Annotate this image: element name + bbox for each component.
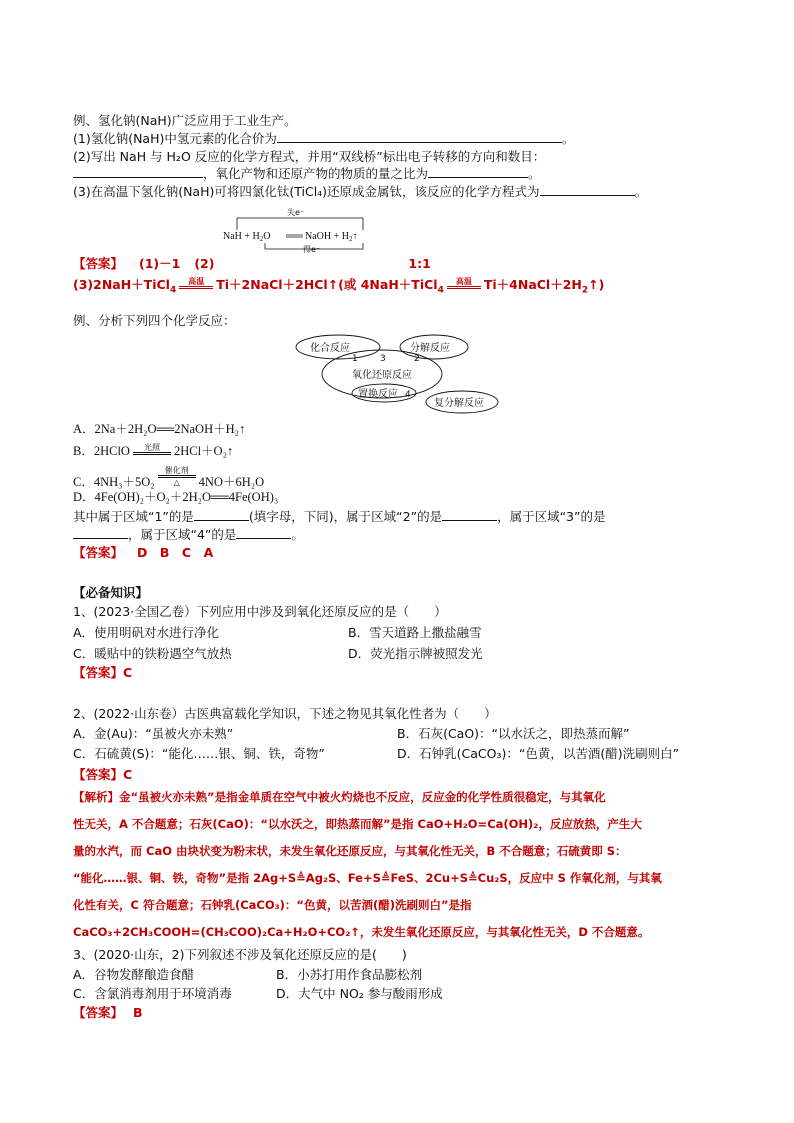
condition-text: 光照 xyxy=(143,443,160,452)
option-b-left: B．2HClO xyxy=(73,444,130,458)
ex1-question: 例、氢化钠(NaH)广泛应用于工业生产。 xyxy=(73,113,297,128)
blank[interactable] xyxy=(73,526,128,539)
venn-region-4: 4 xyxy=(405,390,411,400)
section-title: 【必备知识】 xyxy=(73,585,149,600)
explanation-tag: 【解析】 xyxy=(73,790,119,804)
blank[interactable] xyxy=(277,130,562,143)
answer-tag: 【答案】 xyxy=(73,1005,124,1020)
q3-option-d: D．大气中 NO₂ 参与酸雨形成 xyxy=(276,986,443,1001)
ex2-option-a: A．2Na＋2H₂O══2NaOH＋H₂↑ xyxy=(73,422,246,436)
venn-label-redox: 氧化还原反应 xyxy=(352,370,412,381)
answer-value: D B C A xyxy=(137,545,214,560)
blank[interactable] xyxy=(428,165,528,178)
lose-electron-label: 失e⁻ xyxy=(287,208,305,217)
ex1-answer-line1 xyxy=(73,255,431,272)
q1-option-c: C．暖贴中的铁粉遇空气放热 xyxy=(73,646,232,661)
ex1-answer-line2 xyxy=(73,276,604,300)
answer-tag: 【答案】 xyxy=(73,545,124,560)
q3-option-c: C．含氯消毒剂用于环境消毒 xyxy=(73,986,232,1001)
q1-option-b: B．雪天道路上撒盐融雪 xyxy=(348,625,482,640)
ex2-fill-line2 xyxy=(73,526,304,543)
q3-answer xyxy=(73,1004,143,1021)
venn-label-decomposition: 分解反应 xyxy=(410,343,450,354)
q1-answer xyxy=(73,664,132,681)
light-condition xyxy=(133,443,171,455)
explanation-line: 量的水汽，而 CaO 由块状变为粉末状，未发生氧化还原反应，与其氧化性无关，B 不合题意；石硫黄即 S： xyxy=(73,844,627,858)
high-temp-condition xyxy=(179,277,213,289)
condition-heat: △ xyxy=(173,478,180,487)
q2-stem: 2、(2022·山东卷）古医典富载化学知识，下述之物见其氧化性者为（ ） xyxy=(73,706,497,721)
q2-option-a: A．金(Au)：“虽被火亦未熟” xyxy=(73,726,234,741)
answer-tag: 【答案】 xyxy=(73,256,124,271)
venn-label-double-decomposition: 复分解反应 xyxy=(434,398,484,409)
q3-option-b: B．小苏打用作食品膨松剂 xyxy=(276,967,423,982)
q3-stem: 3、(2020·山东，2)下列叙述不涉及氧化还原反应的是( ) xyxy=(73,947,407,962)
subscript: 2 xyxy=(581,285,589,296)
q2-option-b: B．石灰(CaO)：“以水沃之，即热蒸而解” xyxy=(397,726,630,741)
fill-text: (填字母，下同)，属于区域“2”的是 xyxy=(248,509,443,524)
diagram-right: NaOH + $H_2↑$ xyxy=(305,231,358,243)
high-temp-condition xyxy=(447,277,481,289)
ex1-part2: (2)写出 NaH 与 H₂O 反应的化学方程式，并用“双线桥”标出电子转移的方向和数目： xyxy=(73,149,546,164)
ex1-part3-end: 。 xyxy=(634,184,648,199)
condition-text: 催化剂 xyxy=(164,466,189,475)
ex2-fill-line1 xyxy=(73,508,605,525)
ex1-part2b-text: ，氧化产物和还原产物的物质的量之比为 xyxy=(203,166,429,181)
double-bridge-diagram xyxy=(215,203,385,253)
subscript: 4 xyxy=(437,285,444,296)
ex1-part3 xyxy=(73,183,647,200)
q2-answer xyxy=(73,766,132,783)
ex1-part1-text: (1)氢化钠(NaH)中氢元素的化合价为 xyxy=(73,131,277,146)
blank[interactable] xyxy=(540,183,635,196)
ex1-answer-1: (1)－1 xyxy=(139,256,181,271)
q2-option-d: D．石钟乳(CaCO₃)：“色黄，以苦酒(醋)洗刷则白” xyxy=(397,746,680,761)
ex2-option-d: D．4Fe(OH)₂＋O₂＋2H₂O══4Fe(OH)₃ xyxy=(73,490,279,504)
gain-electron-label: 得e⁻ xyxy=(303,245,321,253)
ex1-part3-text: (3)在高温下氢化钠(NaH)可将四氯化钛(TiCl₄)还原成金属钛，该反应的化学方程式为 xyxy=(73,184,540,199)
ex1-part2b-end: 。 xyxy=(528,166,541,181)
q2-option-c: C．石硫黄(S)：“能化……银、铜、铁，奇物” xyxy=(73,746,325,761)
q1-option-a: A．使用明矾对水进行净化 xyxy=(73,625,220,640)
reaction-venn-diagram xyxy=(290,330,510,415)
answer-tag: 【答案】 xyxy=(73,767,124,782)
blank[interactable] xyxy=(442,508,497,521)
blank[interactable] xyxy=(73,165,203,178)
answer-tag: 【答案】 xyxy=(73,665,124,680)
explanation-line: CaCO₃+2CH₃COOH=(CH₃COO)₂Ca+H₂O+CO₂↑，未发生氧化还原反应，与其氧化性无关，D 不合题意。 xyxy=(73,925,650,939)
condition-text: 高温 xyxy=(188,277,205,286)
ex2-option-c xyxy=(73,467,264,491)
lose-bridge-line xyxy=(237,218,363,230)
ex1-answer-2: (2) xyxy=(194,256,215,271)
ex1-answer-3a: (3)2NaH＋TiCl xyxy=(73,277,170,292)
diagram-left: NaH + $H_2O$ xyxy=(223,231,271,243)
catalyst-condition xyxy=(158,466,196,487)
blank[interactable] xyxy=(236,526,291,539)
condition-text: 高温 xyxy=(455,277,472,286)
fill-text: 。 xyxy=(291,527,304,542)
option-c-right: 4NO＋6H₂O xyxy=(198,475,265,489)
venn-label-combination: 化合反应 xyxy=(310,343,350,354)
ex1-answer-3d: ↑) xyxy=(588,277,605,292)
explanation-line: 金“虽被火亦未熟”是指金单质在空气中被火灼烧也不反应，反应金的化学性质很稳定，与其氧化 xyxy=(119,790,606,804)
explanation-line: 性无关，A 不合题意；石灰(CaO)：“以水沃之，即热蒸而解”是指 CaO+H₂O=Ca(OH)₂，反应放热，产生大 xyxy=(73,817,642,831)
q1-stem: 1、(2023·全国乙卷）下列应用中涉及到氧化还原反应的是（ ） xyxy=(73,604,447,619)
fill-text: ，属于区域“4”的是 xyxy=(128,527,237,542)
ex2-question: 例、分析下列四个化学反应： xyxy=(73,313,236,328)
q1-option-d: D．荧光指示牌被照发光 xyxy=(348,646,483,661)
option-c-left: C．4NH₃＋5O₂ xyxy=(73,475,155,489)
option-b-right: 2HCl＋O₂↑ xyxy=(173,444,234,458)
venn-region-3: 3 xyxy=(380,354,386,364)
ex1-answer-3c: Ti＋4NaCl＋2H xyxy=(483,277,582,292)
ex1-part1 xyxy=(73,130,574,147)
answer-value: C xyxy=(123,767,133,782)
ex1-part2b xyxy=(73,165,541,182)
ex1-answer-3b: Ti＋2NaCl＋2HCl↑(或 4NaH＋TiCl xyxy=(216,277,438,292)
blank[interactable] xyxy=(194,508,249,521)
answer-value: B xyxy=(133,1005,143,1020)
fill-text: 其中属于区域“1”的是 xyxy=(73,509,194,524)
ex1-answer-ratio: 1:1 xyxy=(408,256,431,271)
ex2-option-b xyxy=(73,443,233,460)
subscript: 4 xyxy=(169,285,177,296)
venn-region-2: 2 xyxy=(414,354,420,364)
venn-region-1: 1 xyxy=(352,354,358,364)
explanation-line: “能化……银、铜、铁，奇物”是指 2Ag+S≜Ag₂S、Fe+S≜FeS、2Cu+S≜Cu₂S，反应中 S 作氧化剂，与其氧 xyxy=(73,871,662,885)
fill-text: ，属于区域“3”的是 xyxy=(497,509,606,524)
answer-value: C xyxy=(123,665,133,680)
venn-label-displacement: 置换反应 xyxy=(358,389,398,400)
q3-option-a: A．谷物发酵酿造食醋 xyxy=(73,967,195,982)
ex2-answer xyxy=(73,544,213,561)
q2-explanation xyxy=(73,784,733,946)
explanation-line: 化性有关，C 符合题意；石钟乳(CaCO₃)：“色黄，以苦酒(醋)洗刷则白”是指 xyxy=(73,898,472,912)
ex1-part1-end: 。 xyxy=(561,131,575,146)
